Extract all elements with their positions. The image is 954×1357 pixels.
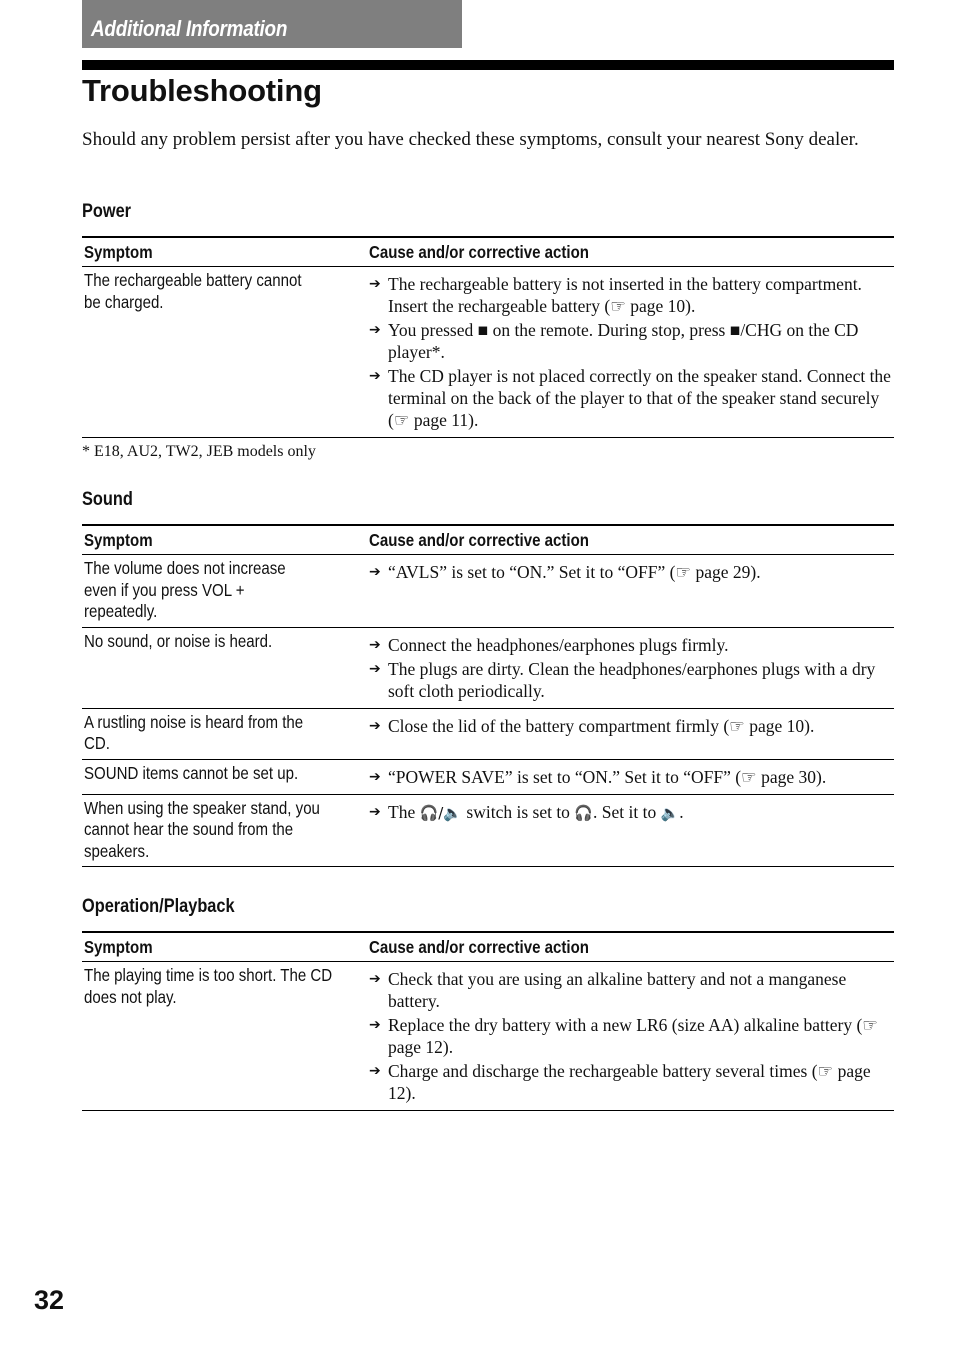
action-item: ➔ “POWER SAVE” is set to “ON.” Set it to “OFF” (☞ page 30).: [369, 766, 827, 787]
cause-header: Cause and/or corrective action: [369, 936, 589, 957]
arrow-icon: ➔: [369, 971, 381, 987]
arrow-icon: ➔: [369, 717, 381, 734]
footnote: * E18, AU2, TW2, JEB models only: [82, 443, 316, 460]
sound-heading: Sound: [82, 489, 133, 510]
page-number: 32: [34, 1285, 65, 1315]
section-tab-label: Additional Information: [91, 16, 288, 41]
operation-heading: Operation/Playback: [82, 896, 235, 917]
section-tab: [82, 0, 462, 48]
title-rule: [82, 60, 894, 70]
table-header-row: [82, 932, 894, 962]
symptom-cell: The volume does not increase even if you press VOL + repeatedly.: [84, 558, 286, 621]
table-row: [82, 962, 894, 1111]
symptom-cell: When using the speaker stand, you cannot hear the sound from the speakers.: [84, 797, 320, 861]
symptom-cell: The playing time is too short. The CD does not play.: [84, 965, 333, 1007]
table-row: [82, 267, 894, 438]
arrow-icon: ➔: [369, 1017, 381, 1033]
cause-header: Cause and/or corrective action: [369, 241, 589, 262]
table-header-row: [82, 237, 894, 267]
operation-table: [82, 931, 894, 1111]
arrow-icon: ➔: [369, 660, 381, 677]
arrow-icon: ➔: [369, 276, 381, 292]
action-item: ➔ The rechargeable battery is not inserted in the battery compartment. Insert the rechargeable battery (☞ page 10).: [369, 274, 862, 316]
action-item: ➔ You pressed ■ on the remote. During stop, press ■/CHG on the CD player*.: [369, 320, 859, 362]
action-cell: [364, 708, 894, 759]
intro-text: Should any problem persist after you have checked these symptoms, consult your nearest Sony dealer.: [82, 129, 859, 150]
action-item: ➔ Close the lid of the battery compartment firmly (☞ page 10).: [369, 715, 815, 736]
symptom-cell: The rechargeable battery cannot be charged.: [84, 270, 302, 312]
action-cell: [364, 627, 894, 708]
action-item: ➔ Check that you are using an alkaline battery and not a manganese battery.: [369, 969, 847, 1011]
symptom-cell: SOUND items cannot be set up.: [84, 762, 299, 783]
action-cell: [364, 794, 894, 867]
table-row: [82, 555, 894, 628]
symptom-cell: No sound, or noise is heard.: [84, 630, 273, 651]
symptom-header: Symptom: [84, 529, 153, 550]
arrow-icon: ➔: [369, 803, 381, 820]
sound-table: [82, 524, 894, 867]
symptom-header: Symptom: [84, 936, 153, 957]
speaker-icon: 🔈: [660, 803, 680, 822]
headphone-icon: 🎧: [574, 803, 593, 822]
action-cell: [364, 759, 894, 794]
arrow-icon: ➔: [369, 636, 381, 653]
headphone-speaker-switch-icon: 🎧/🔈: [419, 803, 463, 822]
cause-header: Cause and/or corrective action: [369, 529, 589, 550]
table-row: [82, 794, 894, 867]
action-item: ➔ Charge and discharge the rechargeable battery several times (☞ page 12).: [369, 1061, 871, 1103]
table-row: [82, 627, 894, 708]
arrow-icon: ➔: [369, 322, 381, 338]
action-cell: [364, 962, 894, 1111]
action-item: ➔ Connect the headphones/earphones plugs firmly.: [369, 634, 729, 655]
arrow-icon: ➔: [369, 564, 381, 580]
action-item: ➔ The plugs are dirty. Clean the headphones/earphones plugs with a dry soft cloth periodically.: [369, 658, 876, 701]
arrow-icon: ➔: [369, 768, 381, 785]
action-cell: [364, 555, 894, 628]
page-title: Troubleshooting: [82, 73, 322, 108]
action-item: ➔ “AVLS” is set to “ON.” Set it to “OFF” (☞ page 29).: [369, 562, 761, 582]
arrow-icon: ➔: [369, 1063, 381, 1079]
action-cell: [364, 267, 894, 438]
symptom-header: Symptom: [84, 241, 153, 262]
arrow-icon: ➔: [369, 368, 381, 384]
power-heading: Power: [82, 201, 132, 222]
action-item: ➔ The 🎧/🔈 switch is set to 🎧. Set it to 🔈.: [369, 801, 684, 822]
action-item: ➔ Replace the dry battery with a new LR6 (size AA) alkaline battery (☞ page 12).: [369, 1015, 878, 1057]
symptom-cell: A rustling noise is heard from the CD.: [84, 711, 304, 753]
table-header-row: [82, 525, 894, 555]
table-row: [82, 759, 894, 794]
table-row: [82, 708, 894, 759]
power-table: [82, 236, 894, 438]
action-item: ➔ The CD player is not placed correctly on the speaker stand. Connect the terminal on the back of the player to that of the speaker stand securely (☞ page 11).: [369, 366, 891, 430]
